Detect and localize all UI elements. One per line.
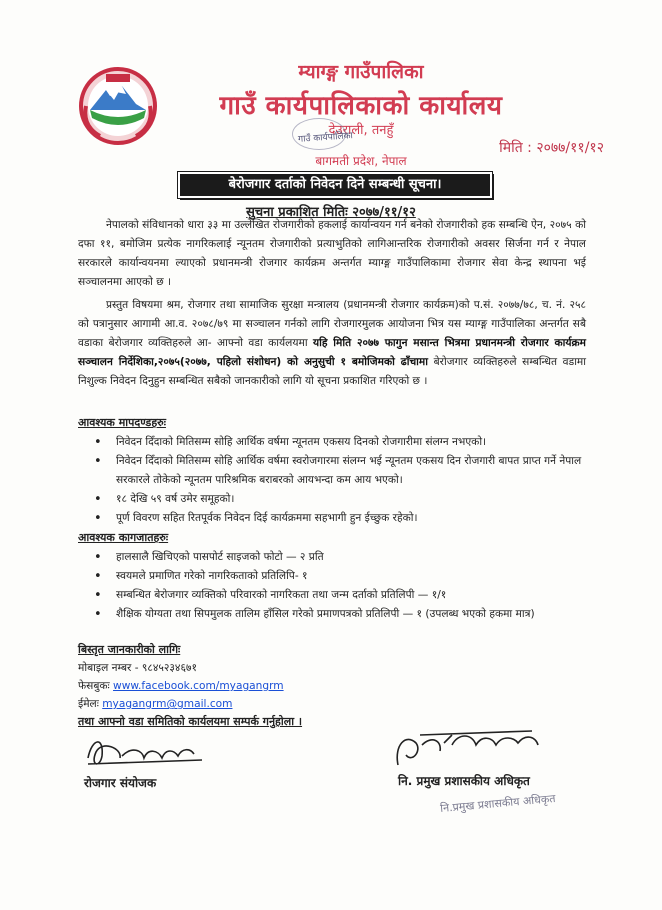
email-label: ईमेलः — [78, 698, 99, 710]
office-location: देउराली, तनहुँ — [328, 123, 394, 138]
notice-title-banner: बेरोजगार दर्ताको निवेदन दिने सम्बन्धी सूचना। — [178, 172, 492, 198]
left-signature — [82, 728, 212, 773]
paragraph-intro — [78, 216, 586, 292]
facebook-link[interactable]: www.facebook.com/myagangrm — [113, 680, 284, 692]
document-item: • हालसालै खिचिएको पासपोर्ट साइजको फोटो — २ प्रति — [88, 548, 588, 567]
chief-officer-title: नि. प्रमुख प्रशासकीय अधिकृत — [398, 774, 530, 788]
published-date: सुचना प्रकाशित मितिः २०७७/११/१२ — [246, 205, 416, 220]
document-item: • शैक्षिक योग्यता तथा सिपमुलक तालिम हाँसिल गरेको प्रमाणपत्रको प्रतिलिपी — १ (उपलब्ध भएको हकमा मात्र) — [88, 605, 588, 624]
contact-facebook-row — [78, 677, 302, 695]
province-name: बागमती प्रदेश, नेपाल — [315, 154, 407, 168]
criteria-item: • पूर्ण विवरण सहित रितपूर्वक निवेदन दिई कार्यक्रममा सहभागी हुन ईच्छुक रहेको। — [88, 509, 588, 528]
paragraph-deadline-text: यहि मिति २०७७ फागुन मसान्त भित्रमा प्रधानमन्त्री रोजगार कार्यक्रम सञ्चालन निर्देशिका,२०७५(२०७७, पहिलो संशोधन) को अनुसुची १ बमोजिमको ढाँचामा — [78, 337, 586, 368]
email-link[interactable]: myagangrm@gmail.com — [102, 698, 233, 710]
office-name: गाउँ कार्यपालिकाको कार्यालय — [219, 91, 503, 121]
notice-date: मिति : २०७७/११/१२ — [499, 140, 604, 156]
document-item: • सम्बन्धित बेरोजगार व्यक्तिको परिवारको नागरिकता तथा जन्म दर्ताको प्रतिलिपी — १/१ — [88, 586, 588, 605]
contact-mobile: मोबाइल नम्बर - ९८४५२३४६७१ — [78, 662, 197, 674]
criteria-list — [88, 433, 588, 528]
document-item: • स्वयमले प्रमाणित गरेको नागरिकताको प्रतिलिपि- १ — [88, 567, 588, 586]
paragraph-instructions — [78, 296, 586, 391]
contact-closing: तथा आफ्नो वडा समितिको कार्यलयमा सम्पर्क गर्नुहोला । — [78, 715, 303, 728]
contact-heading: बिस्तृत जानकारीको लागिः — [78, 643, 181, 656]
contact-block — [78, 641, 302, 731]
facebook-label: फेसबुकः — [78, 680, 110, 692]
right-signature — [392, 715, 542, 775]
paragraph-intro-text: नेपालको संविधानको धारा ३३ मा उल्लेखित रोजगारीको हकलाई कार्यान्वयन गर्न बनेको रोजगारीको हक सम्बन्धि ऐन, २०७५ को दफा ११, बमोजिम प्रत्येक नागरिकलाई न्यूनतम रोजगारीको प्रत्याभुतिको लागिआन्तरिक रोजगारीको अवसर सिर्जना गर्न र नेपाल सरकारले कार्यान्वयनमा ल्याएको प्रधानमन्त्री रोजगार कार्यक्रम अन्तर्गत म्याग्ङ्ग गाउँपालिकामा रोजगार सेवा केन्द्र स्थापना भई सञ्चालनमा आएको छ । — [78, 219, 586, 288]
officer-stamp-text: नि.प्रमुख प्रशासकीय अधिकृत — [439, 791, 557, 816]
municipality-name: म्याग्ङ्ग गाउँपालिका — [298, 61, 424, 83]
criteria-item: • निवेदन दिँदाको मितिसम्म सोहि आर्थिक वर्षमा स्वरोजगारमा संलग्न भई न्यूनतम एकसय दिन रोजगारी बापत प्राप्त गर्ने नेपाल सरकारले तोकेको न्यूनतम पारिश्रमिक बराबरको आयभन्दा कम आय भएको। — [88, 452, 588, 490]
contact-email-row — [78, 695, 302, 713]
criteria-item: • १८ देखि ५९ वर्ष उमेर समूहको। — [88, 490, 588, 509]
paragraph-closing-text: बेरोजगार व्यक्तिहरुले सम्बन्धित वडामा निशुल्क निवेदन दिनुहुन सम्बन्धित सबैको जानकारीको लागि यो सूचना प्रकाशित गरिएको छ । — [78, 356, 587, 387]
criteria-item: • निवेदन दिँदाको मितिसम्म सोहि आर्थिक वर्षमा न्यूनतम एकसय दिनको रोजगारीमा संलग्न नभएको। — [88, 433, 588, 452]
criteria-heading: आवश्यक मापदण्डहरुः — [78, 416, 166, 429]
documents-heading: आवश्यक कागजातहरुः — [78, 531, 169, 544]
paragraph-instructions-text: प्रस्तुत विषयमा श्रम, रोजगार तथा सामाजिक सुरक्षा मन्त्रालय (प्रधानमन्त्री रोजगार कार्यक्रम)को प.सं. २०७७/७८, च. नं. २५८ को पत्रानुसार आगामी आ.व. २०७८/७९ मा सञ्चालन गर्नको लागि रोजगारमुलक आयोजना भित्र यस म्याग्ङ्ग गाउँपालिका अन्तर्गत सबै वडाका बेरोजगार व्यक्तिहरुले आ- आफ्नो वडा कार्यलयमा — [78, 299, 586, 349]
documents-list — [88, 548, 588, 624]
office-stamp-text: गाउँ कार्यपालिका — [297, 131, 354, 145]
employment-coordinator-title: रोजगार संयोजक — [84, 776, 157, 790]
